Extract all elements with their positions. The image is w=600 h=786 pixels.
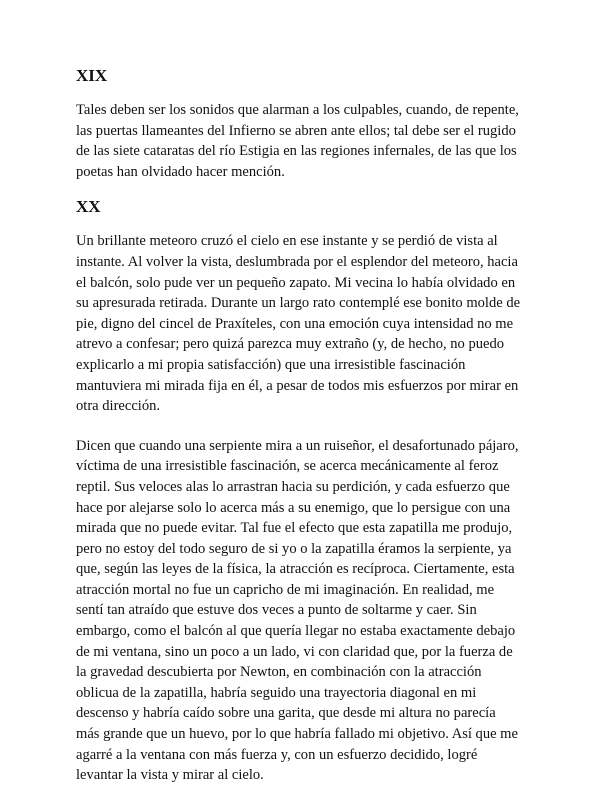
text-line: Tales deben ser los sonidos que alarman a los culpables, cuando, de repente,	[76, 102, 519, 118]
text-line: Dicen que cuando una serpiente mira a un ruiseñor, el desafortunado pájaro,	[76, 437, 519, 454]
text-line: hace por alejarse solo lo acerca más a su enemigo, que lo persigue con una	[76, 499, 511, 516]
text-line: las puertas llameantes del Infierno se abren ante ellos; tal debe ser el rugido	[76, 122, 516, 139]
document-page	[76, 66, 554, 786]
text-line: de las siete cataratas del río Estigia en las regiones infernales, de las que los	[76, 143, 517, 160]
text-line: de mi ventana, sino un poco a un lado, vi con claridad que, por la fuerza de	[76, 643, 513, 660]
text-line: agarré a la ventana con más fuerza y, con un esfuerzo decidido, logré	[76, 746, 478, 763]
section-heading-xx: XX	[76, 197, 101, 217]
text-line: el balcón, solo pude ver un pequeño zapato. Mi vecina lo había olvidado en	[76, 274, 516, 291]
text-line: descenso y habría caído sobre una garita, que desde mi altura no parecía	[76, 705, 496, 722]
text-line: la gravedad descubierta por Newton, en combinación con la atracción	[76, 664, 482, 681]
section-heading-xix: XIX	[76, 66, 108, 85]
text-line: oblicua de la zapatilla, habría seguido una trayectoria diagonal en mi	[76, 684, 477, 701]
text-line: atrevo a confesar; pero quizá parezca muy extraño (y, de hecho, no puedo	[76, 336, 504, 353]
text-line: más grande que un huevo, por lo que habría fallado mi objetivo. Así que me	[76, 726, 518, 743]
text-line: poetas han olvidado hacer mención.	[76, 163, 285, 180]
text-line: levantar la vista y mirar al cielo.	[76, 767, 264, 784]
text-line: mirada que no puede evitar. Tal fue el efecto que esta zapatilla me produjo,	[76, 520, 513, 537]
text-line: atracción mortal no fue un capricho de mi imaginación. En realidad, me	[76, 581, 495, 598]
paragraph-xx-2	[76, 436, 554, 786]
paragraph-spacer	[76, 417, 554, 436]
text-line: embargo, como el balcón al que quería llegar no estaba exactamente debajo	[76, 623, 516, 640]
text-line: que, según las leyes de la física, la atracción es recíproca. Ciertamente, esta	[76, 561, 515, 578]
text-line: pero no estoy del todo seguro de si yo o la zapatilla éramos la serpiente, ya	[76, 540, 512, 557]
text-line: otra dirección.	[76, 398, 161, 415]
text-line: mantuviera mi mirada fija en él, a pesar de todos mis esfuerzos por mirar en	[76, 377, 519, 394]
text-line: explicarlo a mi propia satisfacción) que una irresistible fascinación	[76, 356, 466, 373]
text-line: Un brillante meteoro cruzó el cielo en ese instante y se perdió de vista al	[76, 233, 498, 250]
text-line: víctima de una irresistible fascinación, se acerca mecánicamente al feroz	[76, 458, 499, 475]
text-line: pie, digno del cincel de Praxíteles, con una emoción cuya intensidad no me	[76, 315, 514, 332]
paragraph-xix-1	[76, 100, 554, 182]
text-line: sentí tan atraído que estuve dos veces a punto de soltarme y caer. Sin	[76, 602, 477, 619]
text-line: su apresurada retirada. Durante un largo rato contemplé ese bonito molde de	[76, 295, 521, 312]
text-line: instante. Al volver la vista, deslumbrada por el esplendor del meteoro, hacia	[76, 253, 518, 270]
paragraph-xx-1	[76, 231, 554, 416]
text-line: reptil. Sus veloces alas lo arrastran hacia su perdición, y cada esfuerzo que	[76, 478, 510, 495]
